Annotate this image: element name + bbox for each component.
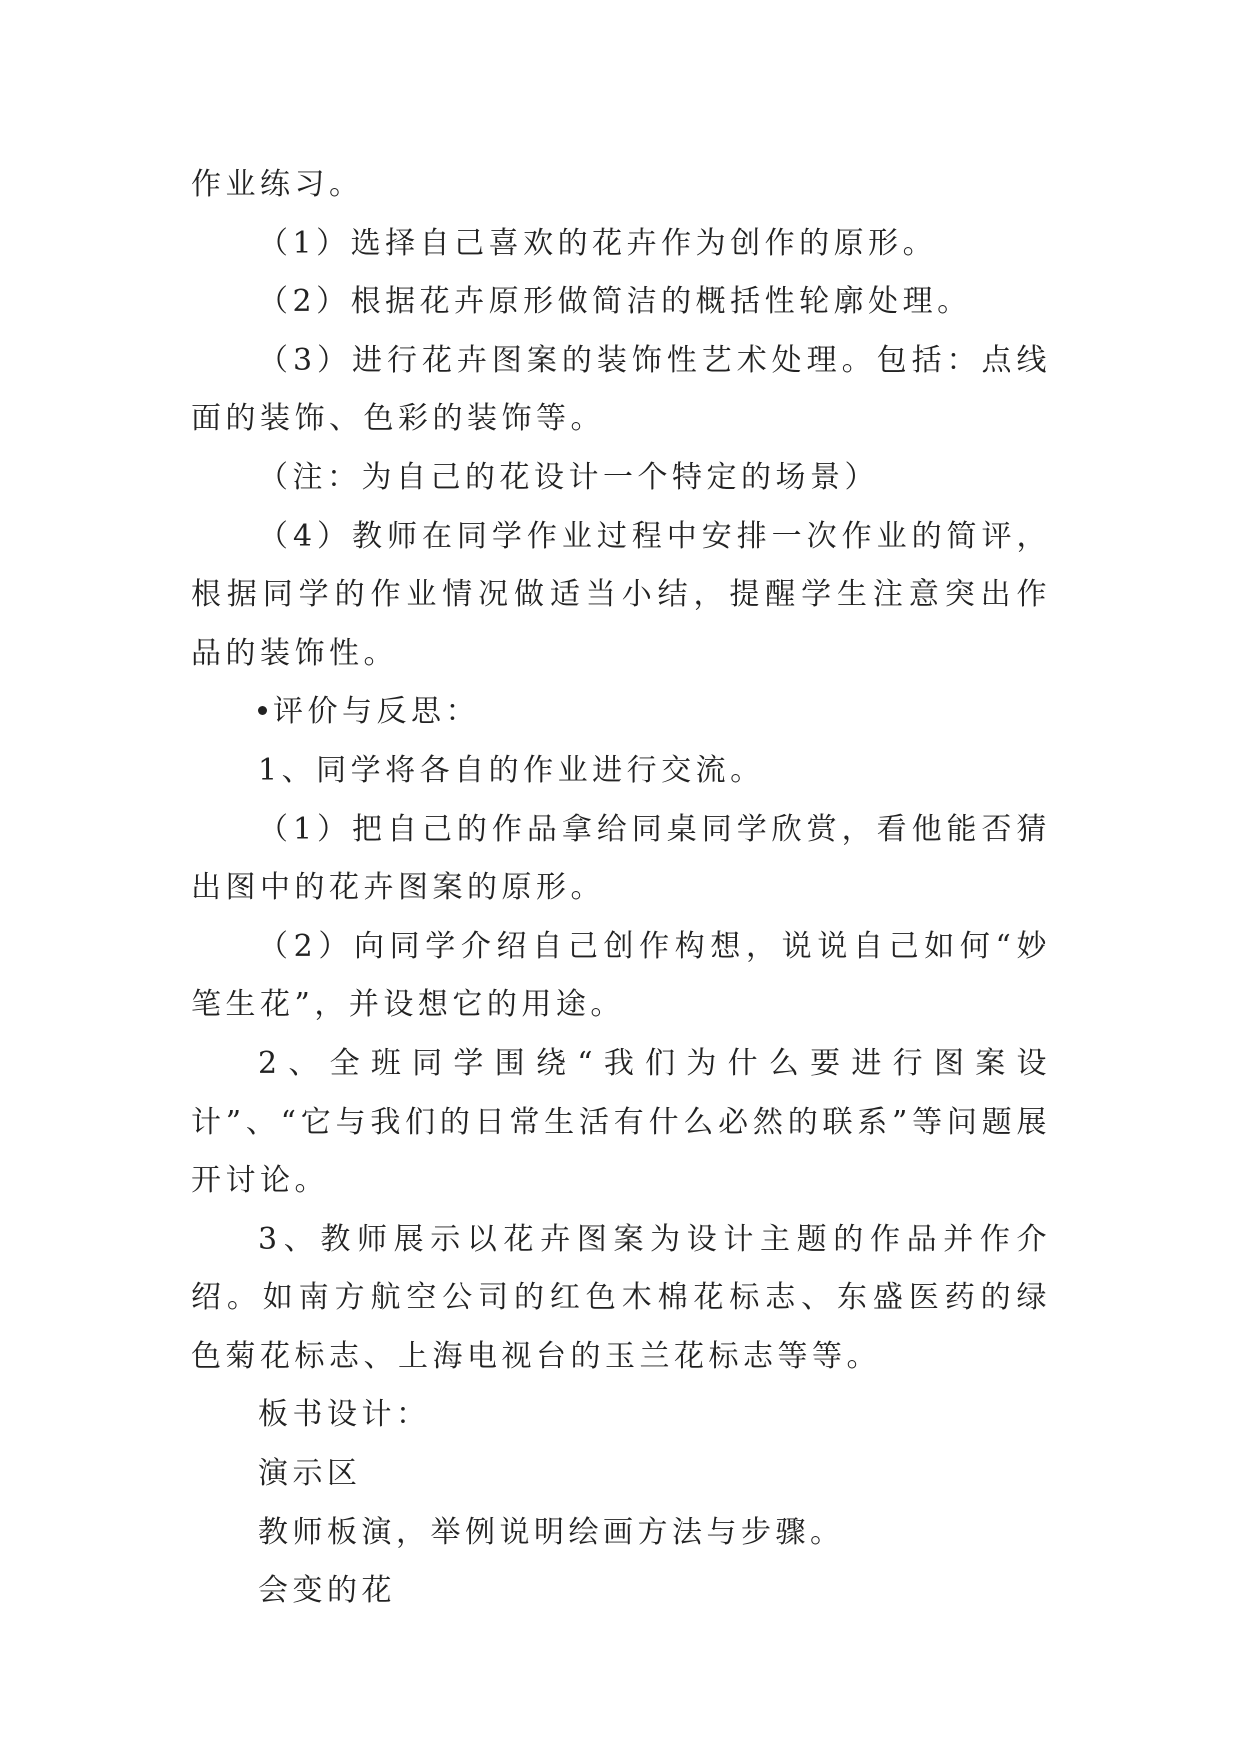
paragraph-evaluation-heading <box>191 683 1051 742</box>
paragraph-note: （注：为自己的花设计一个特定的场景） <box>258 459 879 495</box>
paragraph-demo-area: 演示区 <box>258 1456 362 1492</box>
evaluation-heading-text: 评价与反思： <box>273 694 480 730</box>
paragraph-homework-practice: 作业练习。 <box>191 167 364 202</box>
paragraph-step-4: （4）教师在同学作业过程中安排一次作业的简评，根据同学的作业情况做适当小结，提醒学生注意突出作品的装饰性。 <box>191 518 1051 671</box>
paragraph-evaluation-1-2: （2）向同学介绍自己创作构想，说说自己如何“妙笔生花”，并设想它的用途。 <box>191 928 1051 1023</box>
paragraph-changing-flower: 会变的花 <box>258 1573 396 1609</box>
document-body <box>191 156 1051 1621</box>
paragraph-board-design-heading: 板书设计： <box>258 1397 431 1433</box>
paragraph-evaluation-1: 1、同学将各自的作业进行交流。 <box>258 752 765 788</box>
paragraph-teacher-demo: 教师板演，举例说明绘画方法与步骤。 <box>258 1514 845 1550</box>
paragraph-evaluation-2: 2、全班同学围绕“我们为什么要进行图案设计”、“它与我们的日常生活有什么必然的联系”等问题展开讨论。 <box>191 1045 1051 1199</box>
paragraph-step-1: （1）选择自己喜欢的花卉作为创作的原形。 <box>258 225 938 261</box>
paragraph-evaluation-1-1: （1）把自己的作品拿给同桌同学欣赏，看他能否猜出图中的花卉图案的原形。 <box>191 811 1051 906</box>
paragraph-step-3: （3）进行花卉图案的装饰性艺术处理。包括：点线面的装饰、色彩的装饰等。 <box>191 342 1051 437</box>
paragraph-step-2: （2）根据花卉原形做简洁的概括性轮廓处理。 <box>258 284 972 320</box>
bullet-dot-icon <box>258 706 267 715</box>
paragraph-evaluation-3: 3、教师展示以花卉图案为设计主题的作品并作介绍。如南方航空公司的红色木棉花标志、东盛医药的绿色菊花标志、上海电视台的玉兰花标志等等。 <box>191 1221 1051 1374</box>
